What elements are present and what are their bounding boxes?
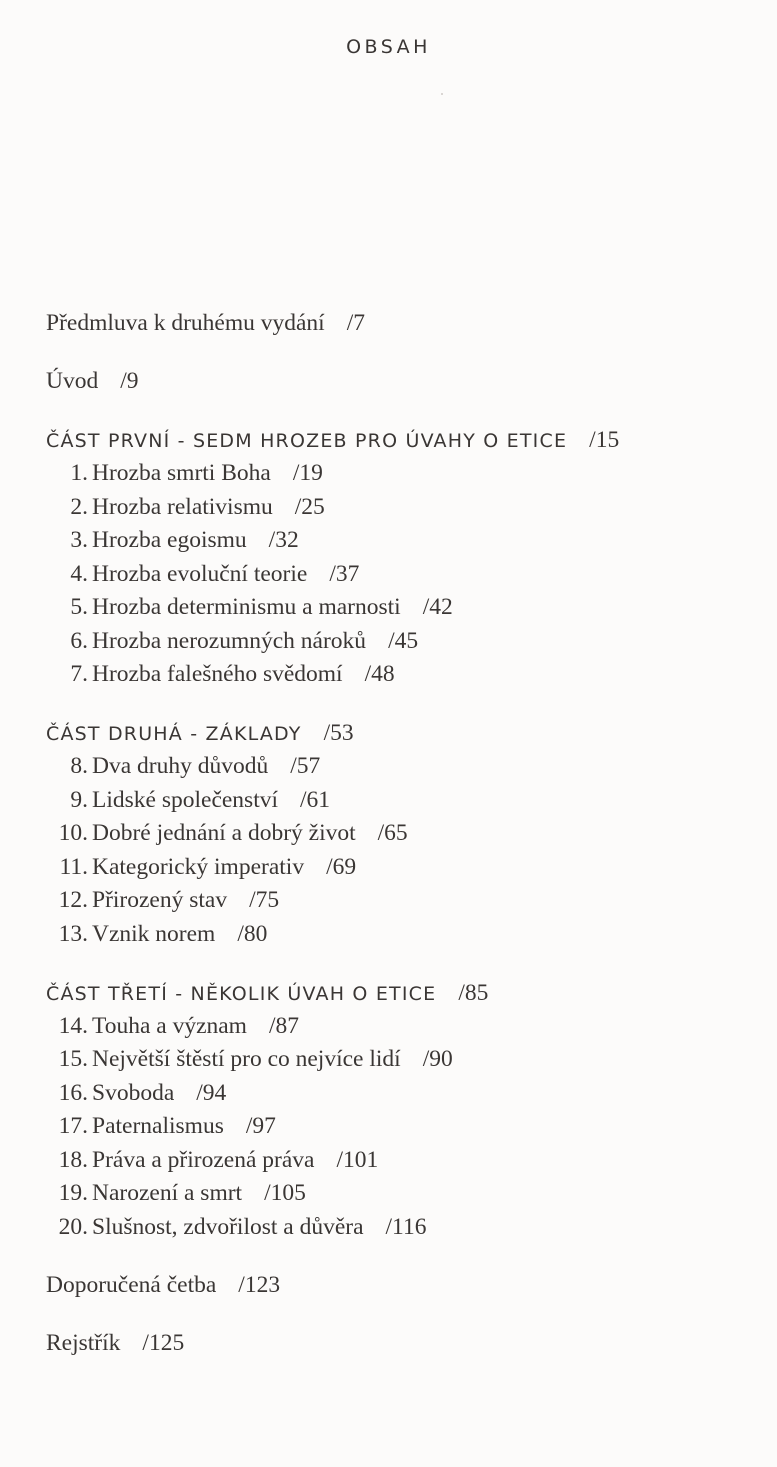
chapter-page: /45	[388, 627, 419, 654]
chapter-title: Největší štěstí pro co nejvíce lidí	[92, 1046, 401, 1072]
chapter-title: Lidské společenství	[92, 786, 279, 813]
chapter-title: Svoboda	[92, 1079, 175, 1106]
part-heading[interactable]	[46, 423, 766, 457]
table-of-contents	[46, 307, 766, 1360]
toc-entry-page: /123	[238, 1271, 281, 1298]
chapter-row[interactable]	[46, 1110, 766, 1144]
chapter-page: /25	[294, 493, 325, 520]
chapter-row[interactable]	[46, 884, 766, 918]
chapter-row[interactable]	[46, 851, 766, 885]
toc-entry-recommended-reading[interactable]	[46, 1269, 766, 1303]
part-heading[interactable]	[46, 716, 766, 750]
chapter-title: Hrozba egoismu	[92, 527, 247, 553]
chapter-number: 3.	[70, 527, 88, 553]
part-page: /53	[323, 720, 354, 746]
chapter-page: /75	[249, 887, 280, 913]
toc-entry-title: Rejstřík	[46, 1329, 121, 1356]
chapter-page: /32	[268, 527, 299, 553]
chapter-number: 11.	[59, 853, 88, 880]
toc-entry-title: Úvod	[46, 368, 99, 394]
chapter-number: 17.	[58, 1113, 88, 1139]
toc-entry-index[interactable]	[46, 1327, 766, 1361]
chapter-number: 13.	[58, 920, 88, 947]
part-page: /85	[458, 979, 489, 1006]
toc-entry-title: Doporučená četba	[46, 1271, 217, 1298]
chapter-list	[46, 750, 766, 951]
toc-entry-page: /125	[142, 1329, 185, 1356]
chapter-page: /90	[422, 1046, 453, 1072]
chapter-title: Narození a smrt	[92, 1180, 243, 1206]
chapter-page: /97	[245, 1113, 276, 1139]
chapter-list	[46, 1010, 766, 1245]
part-title: ČÁST TŘETÍ - NĚKOLIK ÚVAH O ETICE	[46, 982, 437, 1005]
chapter-page: /37	[329, 560, 360, 587]
chapter-page: /61	[300, 786, 331, 813]
page-title: OBSAH	[346, 36, 431, 58]
chapter-page: /65	[377, 820, 408, 846]
chapter-page: /105	[264, 1180, 306, 1206]
chapter-title: Hrozba nerozumných nároků	[92, 627, 367, 654]
chapter-title: Hrozba relativismu	[92, 493, 273, 520]
chapter-number: 1.	[70, 460, 88, 486]
chapter-row[interactable]	[46, 1043, 766, 1077]
chapter-row[interactable]	[46, 817, 766, 851]
chapter-page: /87	[268, 1012, 299, 1039]
chapter-page: /116	[385, 1213, 427, 1240]
part-title: ČÁST DRUHÁ - ZÁKLADY	[46, 723, 302, 745]
toc-part-one	[46, 423, 766, 692]
chapter-number: 12.	[58, 887, 88, 913]
chapter-title: Vznik norem	[92, 920, 216, 947]
chapter-page: /101	[336, 1146, 379, 1173]
chapter-row[interactable]	[46, 784, 766, 818]
chapter-title: Kategorický imperativ	[92, 853, 305, 880]
chapter-title: Hrozba falešného svědomí	[92, 661, 343, 687]
chapter-number: 8.	[70, 753, 88, 779]
chapter-page: /42	[422, 594, 453, 620]
toc-entry-introduction[interactable]	[46, 365, 766, 399]
chapter-row[interactable]	[46, 658, 766, 692]
toc-entry-page: /7	[346, 310, 365, 336]
part-spacer	[46, 951, 766, 976]
chapter-row[interactable]	[46, 750, 766, 784]
toc-part-two	[46, 716, 766, 951]
chapter-row[interactable]	[46, 591, 766, 625]
chapter-row[interactable]	[46, 1177, 766, 1211]
chapter-page: /69	[326, 853, 357, 880]
chapter-title: Práva a přirozená práva	[92, 1146, 315, 1173]
toc-part-three	[46, 976, 766, 1245]
part-title: ČÁST PRVNÍ - SEDM HROZEB PRO ÚVAHY O ETICE	[46, 430, 568, 452]
chapter-list	[46, 457, 766, 692]
chapter-number: 7.	[70, 661, 88, 687]
chapter-page: /57	[290, 753, 321, 779]
chapter-page: /94	[196, 1079, 227, 1106]
chapter-row[interactable]	[46, 1077, 766, 1111]
chapter-row[interactable]	[46, 457, 766, 491]
chapter-title: Hrozba evoluční teorie	[92, 560, 308, 587]
chapter-title: Paternalismus	[92, 1113, 224, 1139]
chapter-number: 20.	[58, 1213, 88, 1240]
chapter-number: 9.	[70, 786, 88, 813]
chapter-number: 10.	[58, 820, 88, 846]
part-spacer	[46, 1244, 766, 1269]
chapter-number: 4.	[70, 560, 88, 587]
chapter-title: Dobré jednání a dobrý život	[92, 820, 356, 846]
part-page: /15	[589, 427, 620, 453]
chapter-title: Slušnost, zdvořilost a důvěra	[92, 1213, 364, 1240]
chapter-title: Přirozený stav	[92, 887, 228, 913]
chapter-number: 19.	[58, 1180, 88, 1206]
chapter-page: /19	[292, 460, 323, 486]
chapter-row[interactable]	[46, 491, 766, 525]
chapter-number: 2.	[70, 493, 88, 520]
chapter-title: Hrozba determinismu a marnosti	[92, 594, 401, 620]
chapter-number: 15.	[58, 1046, 88, 1072]
paper-speck	[441, 93, 443, 95]
chapter-number: 14.	[58, 1012, 88, 1039]
chapter-number: 5.	[70, 594, 88, 620]
chapter-row[interactable]	[46, 1211, 766, 1245]
chapter-page: /48	[364, 661, 395, 687]
chapter-title: Touha a význam	[92, 1012, 247, 1039]
toc-entry-page: /9	[120, 368, 139, 394]
chapter-title: Hrozba smrti Boha	[92, 460, 271, 486]
chapter-number: 6.	[70, 627, 88, 654]
toc-entry-preface[interactable]	[46, 307, 766, 341]
chapter-row[interactable]	[46, 558, 766, 592]
chapter-row[interactable]	[46, 1010, 766, 1044]
chapter-row[interactable]	[46, 625, 766, 659]
chapter-row[interactable]	[46, 918, 766, 952]
chapter-number: 16.	[58, 1079, 88, 1106]
chapter-row[interactable]	[46, 1144, 766, 1178]
part-spacer	[46, 692, 766, 717]
chapter-row[interactable]	[46, 524, 766, 558]
chapter-page: /80	[237, 920, 268, 947]
toc-entry-title: Předmluva k druhému vydání	[46, 310, 325, 336]
chapter-title: Dva druhy důvodů	[92, 753, 269, 779]
part-heading[interactable]	[46, 976, 766, 1010]
chapter-number: 18.	[58, 1146, 88, 1173]
